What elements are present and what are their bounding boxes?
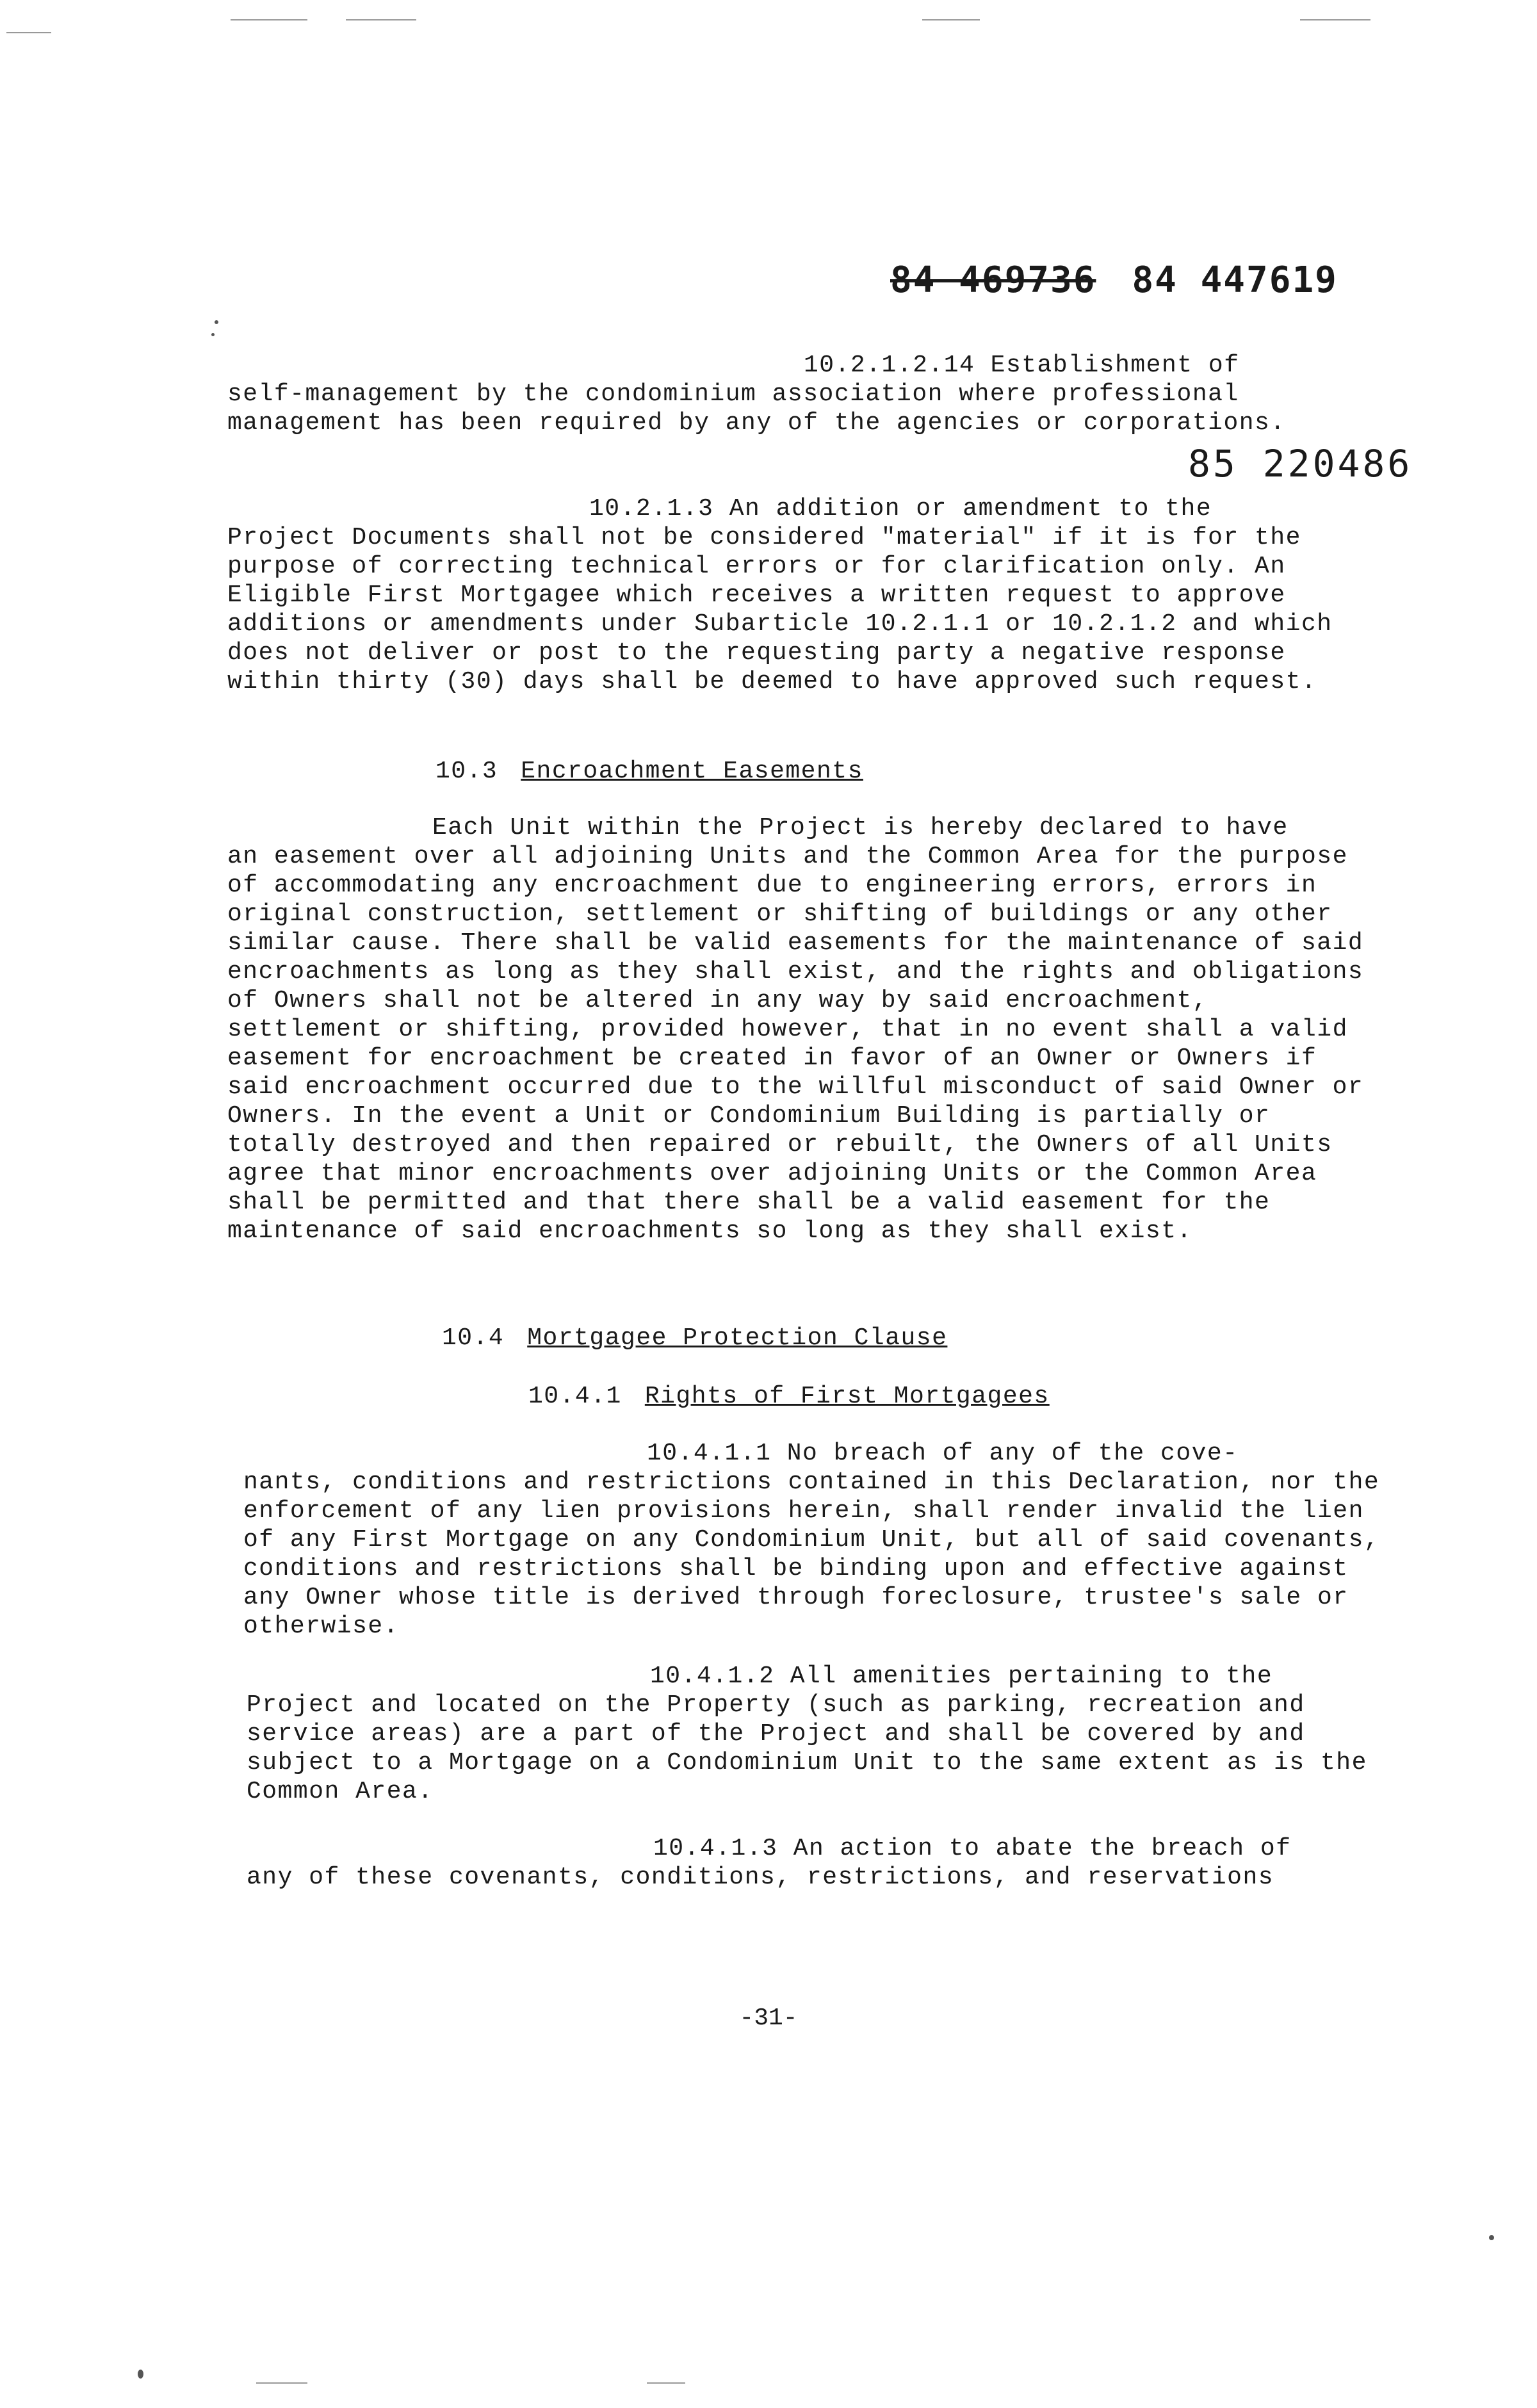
heading-title: Rights of First Mortgagees xyxy=(644,1383,1050,1410)
paragraph-10-4-1-1 xyxy=(243,1439,1383,1641)
paragraph-lead: 10.4.1.3 An action to abate the breach of xyxy=(653,1835,1292,1862)
paragraph-body: Project Documents shall not be considered "material" if it is for the purpose of correcting technical errors or for clarification only. An Eligible First Mortgagee which receives a written request to approve additions or amendments under Subarticle 10.2.1.1 or 10.2.1.2 and which does not deliver or post to the requesting party a negative response within thirty (30) days shall be deemed to have approved such request. xyxy=(227,524,1333,696)
paragraph-body: self-management by the condominium association where professional management has been required by any of the agencies or corporations. xyxy=(227,380,1286,437)
paragraph-lead: 10.4.1.2 All amenities pertaining to the xyxy=(650,1663,1273,1690)
scan-speck xyxy=(1489,2235,1494,2240)
scan-artifact xyxy=(346,19,416,20)
paragraph-lead: 10.2.1.2.14 Establishment of xyxy=(804,352,1240,379)
scan-artifact xyxy=(647,2382,685,2384)
paragraph-body: an easement over all adjoining Units and the Common Area for the purpose of accommodating any encroachment due to engineering errors, errors in original construction, settlement or shifting of buildings or any other similar cause. There shall be valid easements for the maintenance of said encroachments as long as they shall exist, and the rights and obligations of Owners shall not be altered in any way by said encroachment, settlement or shifting, provided however, that in no event shall a valid easement for encroachment be created in favor of an Owner or Owners if said encroachment occurred due to the willful misconduct of said Owner or Owners. In the event a Unit or Condominium Building is partially or totally destroyed and then repaired or rebuilt, the Owners of all Units agree that minor encroachments over adjoining Units or the Common Area shall be permitted and that there shall be a valid easement for the maintenance of said encroachments so long as they shall exist. xyxy=(227,843,1364,1245)
struck-recording-number: 84 469736 xyxy=(890,259,1096,301)
heading-number: 10.3 xyxy=(435,758,498,785)
paragraph-10-4-1-2 xyxy=(247,1662,1380,1806)
scan-artifact xyxy=(922,19,980,20)
page-number: -31- xyxy=(739,2005,798,2032)
scan-artifact xyxy=(6,32,51,33)
paragraph-body: any of these covenants, conditions, restrictions, and reservations xyxy=(247,1864,1274,1891)
paragraph-lead: 10.2.1.3 An addition or amendment to the xyxy=(589,495,1212,523)
scan-artifact xyxy=(256,2382,307,2384)
paragraph-encroachment xyxy=(227,813,1374,1246)
paragraph-lead: 10.4.1.1 No breach of any of the cove- xyxy=(647,1440,1239,1467)
recording-number-2: 85 220486 xyxy=(1188,442,1413,485)
paragraph-lead: Each Unit within the Project is hereby declared to have xyxy=(432,814,1289,842)
heading-10-4 xyxy=(442,1324,1338,1353)
heading-10-3 xyxy=(435,757,1332,786)
heading-number: 10.4.1 xyxy=(528,1383,622,1410)
paragraph-body: Project and located on the Property (such as parking, recreation and service areas) are a part of the Project and shall be covered by and subject to a Mortgage on a Condominium Unit to the same extent as is the Common Area. xyxy=(247,1691,1367,1805)
heading-title: Encroachment Easements xyxy=(521,758,863,785)
scan-speck xyxy=(215,320,218,324)
recording-stamp xyxy=(890,259,1338,301)
paragraph-10-2-1-3 xyxy=(227,494,1374,696)
paragraph-10-4-1-3 xyxy=(247,1834,1387,1892)
scan-artifact xyxy=(231,19,307,20)
paragraph-body: nants, conditions and restrictions contained in this Declaration, nor the enforcement of any lien provisions herein, shall render invalid the lien of any First Mortgage on any Condominium Unit, but all of said covenants, conditions and restrictions shall be binding upon and effective against any Owner whose title is derived through foreclosure, trustee's sale or otherwise. xyxy=(243,1468,1380,1640)
scan-speck xyxy=(138,2370,143,2379)
scan-speck xyxy=(211,333,215,336)
heading-title: Mortgagee Protection Clause xyxy=(527,1324,948,1352)
heading-number: 10.4 xyxy=(442,1324,505,1352)
paragraph-10-2-1-2-14 xyxy=(227,351,1374,437)
scan-artifact xyxy=(1300,19,1370,20)
heading-10-4-1 xyxy=(528,1382,1361,1411)
recording-number-1: 84 447619 xyxy=(1132,259,1338,301)
